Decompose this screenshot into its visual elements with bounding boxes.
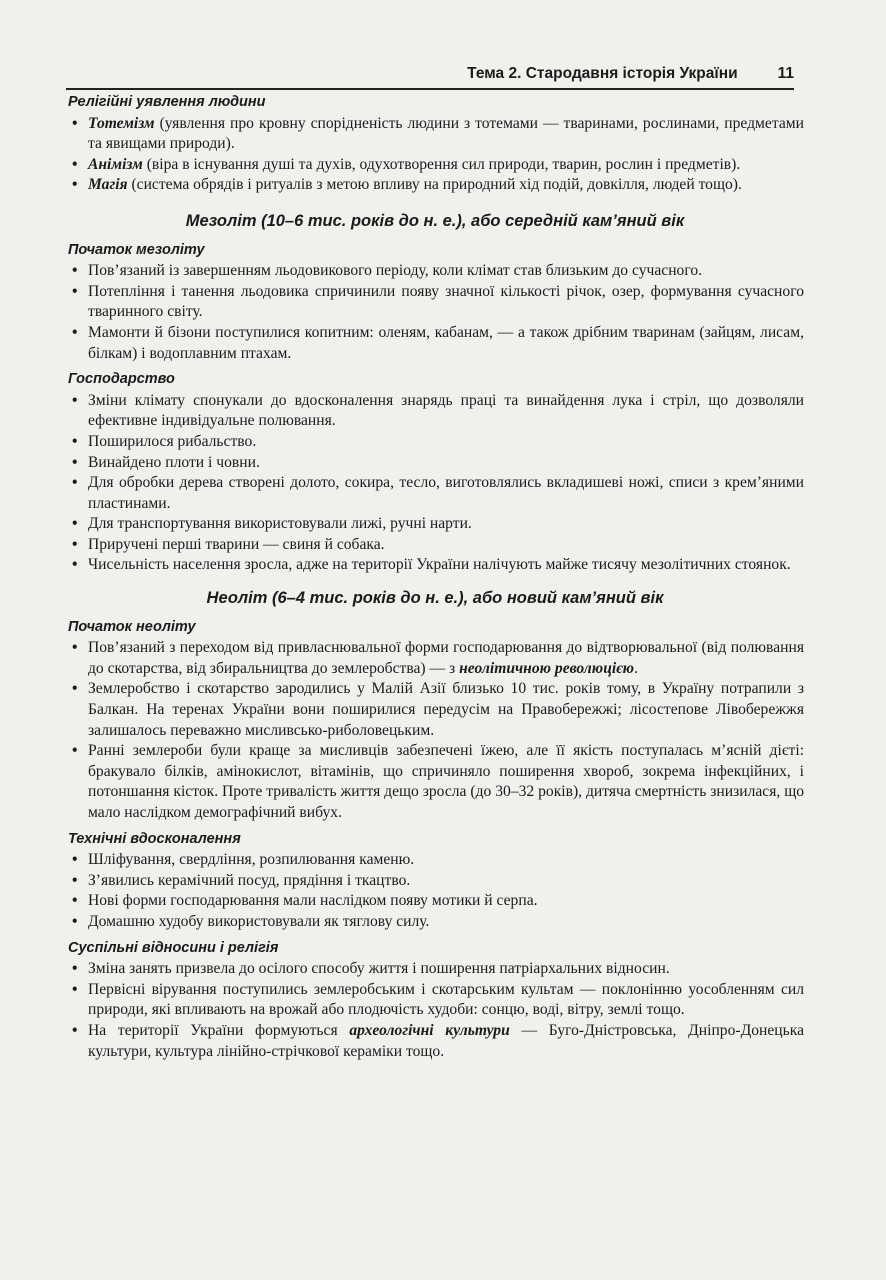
page-number: 11: [777, 65, 794, 82]
list-item: • Чисельність населення зросла, адже на території України налічують майже тисячу мезолітичних стоянок.: [66, 555, 804, 576]
neolithic-tech-list: [66, 850, 804, 932]
list-item-text: На території України формуються: [88, 1021, 350, 1039]
list-item: • Зміни клімату спонукали до вдосконалення знарядь праці та винайдення лука і стріл, що дозволяли ефективне індивідуальне полювання.: [66, 391, 804, 432]
neolithic-society-list: [66, 959, 804, 1062]
list-item: • Для обробки дерева створені долото, сокира, тесло, виготовлялись вкладишеві ножі, списи з крем’яними пластинами.: [66, 473, 804, 514]
list-item: • Землеробство і скотарство зародились у Малій Азії близько 10 тис. років тому, в Україну потрапили з Балкан. На теренах України вони поширилися передусім на Правобережжі; лісостепове Лівобережжя залишалось переважно мисливсько-риболовецьким.: [66, 679, 804, 741]
list-item: [66, 638, 804, 679]
list-item: • Винайдено плоти і човни.: [66, 453, 804, 474]
list-item: • Мамонти й бізони поступилися копитним: оленям, кабанам, — а також дрібним тваринам (зайцям, лисам, білкам) і водоплавним птахам.: [66, 323, 804, 364]
term: Магія: [88, 176, 128, 194]
list-item: • Потепління і танення льодовика спричинили появу значної кількості річок, озер, формування сучасного тваринного світу.: [66, 282, 804, 323]
list-item: • Для транспортування використовували лижі, ручні нарти.: [66, 514, 804, 535]
list-item-text: (система обрядів і ритуалів з метою впливу на природний хід подій, довкілля, людей тощо).: [127, 176, 742, 194]
term: неолітичною революцією: [459, 659, 635, 677]
neolithic-start-list: [66, 638, 804, 823]
list-item: • Домашню худобу використовували як тяглову силу.: [66, 912, 804, 933]
mesolithic-economy-list: [66, 391, 804, 576]
header-title: Тема 2. Стародавня історія України: [467, 65, 738, 82]
list-item-text: — Буго-Дністровська, Дніпро-Донецька культури, культура лінійно-стрічкової кераміки тощо.: [88, 1021, 804, 1060]
list-item: • Ранні землероби були краще за мисливців забезпечені їжею, але її якість поступалась м’ясній дієті: бракувало білків, амінокислот, вітамінів, що спричиняло поширення хвороб, зокрема інфекційних, і потоншання кісток. Проте тривалість життя дещо зросла (до 30–32 років), дитяча смертність знизилася, що мало наслідком демографічний вибух.: [66, 741, 804, 823]
running-header: [66, 60, 794, 90]
mesolithic-start-heading: Початок мезоліту: [68, 241, 205, 258]
list-item-text: .: [634, 659, 638, 677]
term: Анімізм: [88, 155, 143, 173]
list-item: [66, 1021, 804, 1062]
list-item: • Зміна занять призвела до осілого способу життя і поширення патріархальних відносин.: [66, 959, 804, 980]
list-item: • Приручені перші тварини — свиня й собака.: [66, 535, 804, 556]
list-item: • Нові форми господарювання мали наслідком появу мотики й серпа.: [66, 891, 804, 912]
term: археологічні культури: [349, 1021, 510, 1039]
mesolithic-title: Мезоліт (10–6 тис. років до н. е.), або середній кам’яний вік: [185, 211, 685, 230]
list-item-text: (уявлення про кровну спорідненість людини з тотемами — тваринами, рослинами, предметами та явищами природи).: [88, 114, 804, 153]
list-item: [66, 114, 804, 155]
neolithic-title: Неоліт (6–4 тис. років до н. е.), або новий кам’яний вік: [206, 589, 664, 608]
list-item: • Шліфування, свердління, розпилювання каменю.: [66, 850, 804, 871]
mesolithic-start-list: [66, 261, 804, 364]
list-item: [66, 175, 804, 196]
neolithic-start-heading: Початок неоліту: [68, 618, 196, 635]
religion-list: [66, 114, 804, 196]
list-item: • З’явились керамічний посуд, прядіння і ткацтво.: [66, 871, 804, 892]
list-item-text: (віра в існування душі та духів, одухотворення сил природи, тварин, рослин і предметів).: [142, 155, 741, 173]
list-item: • Поширилося рибальство.: [66, 432, 804, 453]
list-item: [66, 155, 804, 176]
page-content: [66, 92, 804, 1062]
term: Тотемізм: [88, 114, 155, 132]
list-item-text: Пов’язаний з переходом від привласнювальної форми господарювання до відтворювальної (від полювання до скотарства, від збиральництва до землеробства) — з: [88, 639, 804, 677]
list-item: • Пов’язаний із завершенням льодовикового періоду, коли клімат став близьким до сучасного.: [66, 261, 804, 282]
mesolithic-economy-heading: Господарство: [68, 371, 175, 388]
list-item: • Первісні вірування поступились землеробським і скотарським культам — поклонінню уособленням сил природи, які впливають на врожай або плодючість худоби: сонцю, воді, вітру, землі тощо.: [66, 980, 804, 1021]
religion-heading: Релігійні уявлення людини: [68, 94, 266, 110]
neolithic-society-heading: Суспільні відносини і релігія: [68, 939, 279, 956]
neolithic-tech-heading: Технічні вдосконалення: [68, 830, 241, 847]
